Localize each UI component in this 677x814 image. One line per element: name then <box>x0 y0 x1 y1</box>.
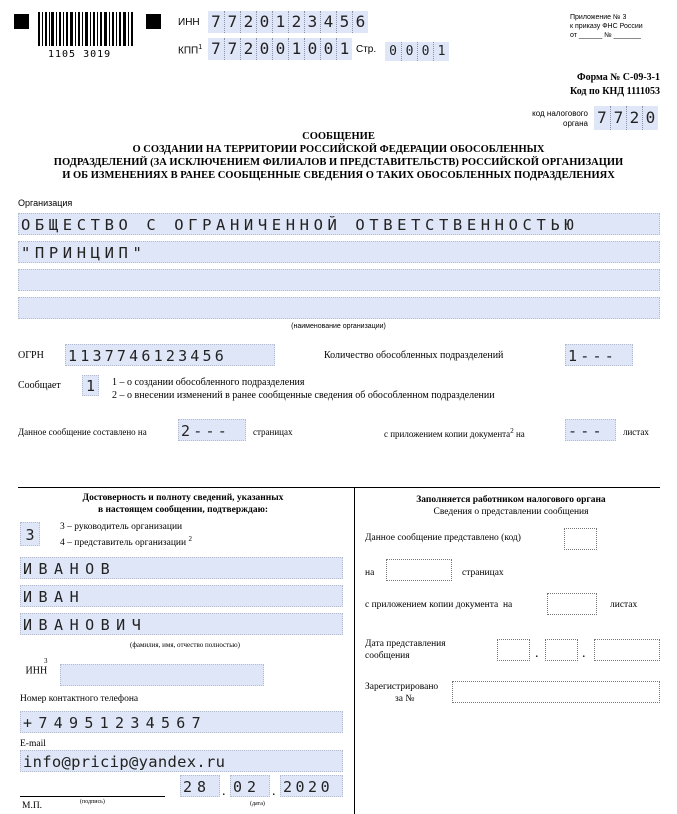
inn-cell: 3 <box>304 11 320 33</box>
knd-code: Код по КНД 1111053 <box>569 86 660 97</box>
page-cell: 0 <box>389 44 397 59</box>
kpp-label <box>178 44 202 56</box>
email-field[interactable]: info@pricip@yandex.ru <box>20 750 343 772</box>
organization-line-1[interactable]: ОБЩЕСТВО С ОГРАНИЧЕННОЙ ОТВЕТСТВЕННОСТЬЮ <box>18 213 660 235</box>
kpp-cell: 0 <box>272 38 288 60</box>
submission-date-label-2: сообщения <box>365 651 410 661</box>
appendix-note <box>570 13 643 40</box>
inn-cell: 2 <box>288 11 304 33</box>
submission-year-field[interactable] <box>594 639 660 661</box>
right-date-dot-2: . <box>582 646 586 661</box>
report-type-field[interactable]: 1 <box>82 375 99 396</box>
kpp-cell: 0 <box>320 38 336 60</box>
inn-cell: 4 <box>320 11 336 33</box>
tax-officer-heading-1: Заполняется работником налогового органа <box>416 495 606 505</box>
name-field[interactable]: ИВАН <box>20 585 343 607</box>
kpp-label-text: КПП <box>178 45 199 57</box>
right-on-label: на <box>365 568 375 578</box>
inn-field[interactable] <box>208 11 368 33</box>
tax-officer-heading-2: Сведения о представлении сообщения <box>433 507 589 517</box>
date-caption: (дата) <box>250 801 265 807</box>
tax-authority-code-field[interactable] <box>594 106 658 130</box>
signer-inn-label-text: ИНН <box>25 665 48 677</box>
kpp-cell: 1 <box>336 38 352 60</box>
organization-line-4[interactable] <box>18 297 660 319</box>
sheets-word: листах <box>623 427 649 437</box>
tax-officer-heading <box>362 494 660 518</box>
appendix-line-3: от ______ № _______ <box>570 32 641 39</box>
attach-label-text: с приложением копии документа <box>384 429 511 439</box>
right-sheets-word: листах <box>610 600 638 610</box>
title-line-3: ПОДРАЗДЕЛЕНИЙ (ЗА ИСКЛЮЧЕНИЕМ ФИЛИАЛОВ И ПРЕДСТАВИТЕЛЬСТВ) РОССИЙСКОЙ ОРГАНИЗАЦИИ <box>53 157 624 168</box>
submitted-code-label: Данное сообщение представлено (код) <box>365 533 521 543</box>
inn-cell: 7 <box>211 12 221 31</box>
right-attach-label <box>365 600 512 610</box>
signer-inn-label <box>22 657 48 677</box>
inn-cell: 6 <box>352 11 368 33</box>
date-day-field[interactable]: 28 <box>180 775 220 797</box>
right-attach-field[interactable] <box>547 593 597 615</box>
signer-role-field[interactable]: 3 <box>20 522 40 546</box>
signature-line[interactable] <box>20 796 165 797</box>
right-pages-field[interactable] <box>386 559 452 581</box>
pages-word: страницах <box>253 427 293 437</box>
registration-number-field[interactable] <box>452 681 660 703</box>
registered-label <box>365 681 438 705</box>
surname-field[interactable]: ИВАНОВ <box>20 557 343 579</box>
form-number: Форма № С-09-3-1 <box>576 72 660 83</box>
signer-role-4-text: 4 – представитель организации <box>60 538 187 549</box>
page-cell: 1 <box>433 42 449 61</box>
kpp-cell: 0 <box>256 38 272 60</box>
phone-label: Номер контактного телефона <box>20 694 139 704</box>
date-dot-2: . <box>272 784 276 799</box>
mp-label: М.П. <box>22 801 43 811</box>
organization-line-2[interactable]: "ПРИНЦИП" <box>18 241 660 263</box>
barcode <box>38 12 134 46</box>
title-line-4: И ОБ ИЗМЕНЕНИЯХ В РАНЕЕ СООБЩЕННЫЕ СВЕДЕНИЯ О ТАКИХ ОБОСОБЛЕННЫХ ПОДРАЗДЕЛЕНИЯХ <box>62 170 615 181</box>
signer-role-footnote: 2 <box>188 535 192 543</box>
signer-role-3: 3 – руководитель организации <box>60 522 183 532</box>
appendix-number-prefix: № <box>604 32 614 39</box>
title-line-2: О СОЗДАНИИ НА ТЕРРИТОРИИ РОССИЙСКОЙ ФЕДЕРАЦИИ ОБОСОБЛЕННЫХ <box>132 144 545 155</box>
email-label: E-mail <box>20 739 46 749</box>
appendix-date-prefix: от <box>570 32 579 39</box>
inn-cell: 0 <box>256 11 272 33</box>
fio-caption: (фамилия, имя, отчество полностью) <box>130 641 240 649</box>
submission-month-field[interactable] <box>545 639 578 661</box>
corner-marker-right <box>146 14 161 29</box>
organization-caption: (наименование организации) <box>291 323 386 330</box>
signer-inn-field[interactable] <box>60 664 264 686</box>
kpp-cell: 0 <box>304 38 320 60</box>
pages-label: Данное сообщение составлено на <box>18 427 147 437</box>
signer-inn-footnote: 3 <box>44 657 48 665</box>
corner-marker-left <box>14 14 29 29</box>
pages-count-field[interactable]: 2--- <box>178 419 246 441</box>
right-attach-on: на <box>502 600 513 610</box>
signature-caption: (подпись) <box>80 799 105 805</box>
phone-field[interactable]: +74951234567 <box>20 711 343 733</box>
section-divider <box>18 487 660 488</box>
kpp-cell: 2 <box>240 38 256 60</box>
ogrn-label: ОГРН <box>18 350 44 361</box>
inn-label: ИНН <box>178 17 200 28</box>
tax-authority-cell: 7 <box>597 108 607 127</box>
right-pages-word: страницах <box>462 568 504 578</box>
kpp-cell: 1 <box>288 38 304 60</box>
page-label: Стр. <box>356 44 377 55</box>
tax-authority-label-1: код налогового <box>532 109 588 118</box>
page-cell: 0 <box>417 42 433 61</box>
organization-label: Организация <box>18 198 73 208</box>
barcode-number: 1105 3019 <box>48 49 112 60</box>
ogrn-field[interactable]: 1137746123456 <box>65 344 275 366</box>
attach-on: на <box>515 429 525 439</box>
confirm-heading-2: в настоящем сообщении, подтверждаю: <box>97 505 269 515</box>
submission-date-label-1: Дата представления <box>365 639 446 649</box>
submitted-code-field[interactable] <box>564 528 597 550</box>
title-line-1: СООБЩЕНИЕ <box>302 131 375 142</box>
confirm-heading-1: Достоверность и полноту сведений, указанных <box>82 493 284 503</box>
kpp-cell: 7 <box>224 38 240 60</box>
date-dot-1: . <box>222 784 226 799</box>
inn-cell: 1 <box>272 11 288 33</box>
appendix-line-2: к приказу ФНС России <box>570 23 643 30</box>
submission-date-label <box>365 638 446 662</box>
tax-authority-label-2: органа <box>563 119 588 128</box>
attach-label <box>384 427 525 439</box>
appendix-line-1: Приложение № 3 <box>570 14 627 21</box>
page-field[interactable] <box>385 42 449 61</box>
barcode-icon <box>38 12 134 46</box>
signer-role-4 <box>60 535 192 548</box>
inn-cell: 5 <box>336 11 352 33</box>
form-title <box>0 130 677 182</box>
kpp-footnote: 1 <box>198 44 203 51</box>
attach-footnote: 2 <box>510 427 514 435</box>
right-attach-text: с приложением копии документа <box>365 600 499 610</box>
tax-authority-label <box>520 109 588 129</box>
tax-authority-cell: 0 <box>642 106 658 130</box>
registered-label-2: за № <box>395 694 415 704</box>
report-label: Сообщает <box>18 380 61 391</box>
tax-authority-cell: 2 <box>626 106 642 130</box>
subdivisions-count-field[interactable]: 1--- <box>565 344 633 366</box>
patronymic-field[interactable]: ИВАНОВИЧ <box>20 613 343 635</box>
date-year-field[interactable]: 2020 <box>280 775 343 797</box>
inn-cell: 7 <box>224 11 240 33</box>
report-option-2: 2 – о внесении изменений в ранее сообщенные сведения об обособленном подразделении <box>112 390 495 401</box>
date-month-field[interactable]: 02 <box>230 775 270 797</box>
right-date-dot-1: . <box>535 646 539 661</box>
confirm-heading <box>18 492 348 516</box>
organization-line-3[interactable] <box>18 269 660 291</box>
page-cell: 0 <box>401 42 417 61</box>
kpp-field[interactable] <box>208 38 352 60</box>
tax-authority-cell: 7 <box>610 106 626 130</box>
submission-day-field[interactable] <box>497 639 530 661</box>
attach-sheets-field[interactable]: --- <box>565 419 616 441</box>
report-option-1: 1 – о создании обособленного подразделения <box>112 377 305 388</box>
inn-cell: 2 <box>240 11 256 33</box>
subdivisions-count-label: Количество обособленных подразделений <box>324 350 504 361</box>
registered-label-1: Зарегистрировано <box>365 682 439 692</box>
column-divider <box>354 487 355 814</box>
kpp-cell: 7 <box>211 39 221 58</box>
